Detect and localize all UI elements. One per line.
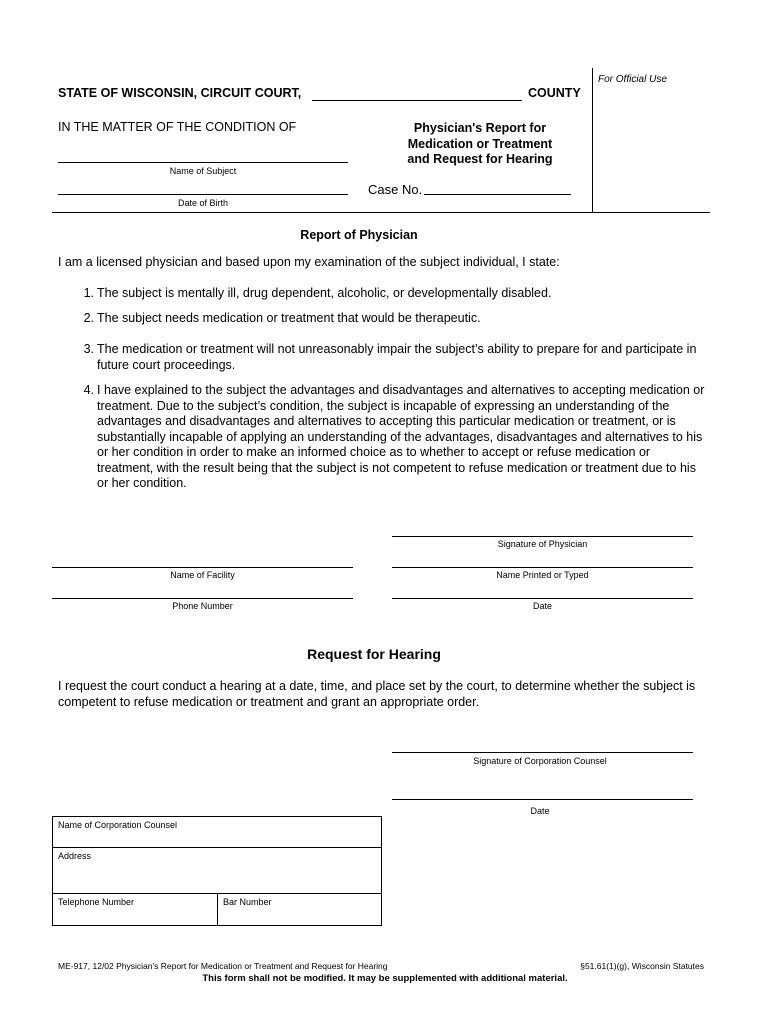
name-printed-field[interactable] <box>392 567 693 568</box>
county-label: COUNTY <box>528 86 581 100</box>
report-item-line: I have explained to the subject the advantages and disadvantages and alternatives to accepting medication or <box>97 383 705 397</box>
hearing-heading: Request for Hearing <box>307 646 441 662</box>
header-bottom-rule <box>52 212 710 213</box>
report-item-line: substantially incapable of applying an understanding of the advantages, disadvantages and alternatives to his <box>97 429 703 444</box>
hearing-text-line: I request the court conduct a hearing at a date, time, and place set by the court, to determine whether the subject is <box>58 679 696 693</box>
name-printed-caption: Name Printed or Typed <box>496 570 589 580</box>
report-item-text <box>97 383 704 492</box>
form-title-line-3: and Request for Hearing <box>407 152 553 166</box>
report-item-line: advantages and disadvantages and alternatives to accepting this particular medication or treatment, or is <box>97 414 676 428</box>
statute-reference: §51.61(1)(g), Wisconsin Statutes <box>580 961 704 971</box>
form-title <box>380 121 580 168</box>
report-item-line: treatment, with the result being that the subject is not competent to refuse medication or treatment due to his <box>97 460 696 475</box>
bar-number-label: Bar Number <box>223 897 272 907</box>
report-intro: I am a licensed physician and based upon my examination of the subject individual, I state: <box>58 255 560 269</box>
counsel-signature-field[interactable] <box>392 752 693 753</box>
hearing-text <box>58 679 695 710</box>
report-item-number: 1. <box>83 286 94 300</box>
date-of-birth-field[interactable] <box>58 194 348 195</box>
county-name-field[interactable] <box>312 100 522 101</box>
report-item-number: 2. <box>83 311 94 325</box>
case-no-label: Case No. <box>368 182 423 197</box>
counsel-name-cell[interactable] <box>52 816 382 848</box>
address-cell[interactable] <box>52 847 382 894</box>
report-item-line: or her condition. <box>97 476 187 490</box>
report-item-line: future court proceedings. <box>97 357 236 372</box>
counsel-name-label: Name of Corporation Counsel <box>58 820 178 830</box>
official-use-label: For Official Use <box>598 74 667 85</box>
matter-label: IN THE MATTER OF THE CONDITION OF <box>58 120 297 134</box>
counsel-date-caption: Date <box>530 806 550 816</box>
date-of-birth-caption: Date of Birth <box>177 198 229 208</box>
hearing-text-line: competent to refuse medication or treatment and grant an appropriate order. <box>58 694 480 709</box>
phone-number-field[interactable] <box>52 598 353 599</box>
physician-signature-caption: Signature of Physician <box>497 539 588 549</box>
telephone-cell[interactable] <box>52 893 218 926</box>
report-item-number: 3. <box>83 342 94 356</box>
form-title-line-1: Physician's Report for <box>413 121 547 135</box>
official-use-divider <box>592 68 593 212</box>
facility-name-caption: Name of Facility <box>170 570 235 580</box>
report-item-text: The subject needs medication or treatment that would be therapeutic. <box>97 311 481 325</box>
physician-signature-field[interactable] <box>392 536 693 537</box>
subject-name-field[interactable] <box>58 162 348 163</box>
counsel-signature-caption: Signature of Corporation Counsel <box>473 756 607 766</box>
subject-name-caption: Name of Subject <box>169 166 237 176</box>
bar-number-cell[interactable] <box>217 893 382 926</box>
form-title-line-2: Medication or Treatment <box>407 136 553 151</box>
modification-notice: This form shall not be modified. It may be supplemented with additional material. <box>202 973 568 984</box>
report-item-number: 4. <box>83 383 94 397</box>
counsel-date-field[interactable] <box>392 799 693 800</box>
phone-number-caption: Phone Number <box>172 601 233 611</box>
report-item-text: The subject is mentally ill, drug dependent, alcoholic, or developmentally disabled. <box>97 286 552 300</box>
form-id: ME-917, 12/02 Physician's Report for Medication or Treatment and Request for Hearing <box>58 961 388 971</box>
report-heading: Report of Physician <box>300 228 418 242</box>
address-label: Address <box>58 851 92 861</box>
facility-name-field[interactable] <box>52 567 353 568</box>
report-item-line: or her condition in order to make an informed choice as to whether to accept or refuse medication or <box>97 445 651 459</box>
court-label: STATE OF WISCONSIN, CIRCUIT COURT, <box>58 86 302 100</box>
physician-date-caption: Date <box>532 601 552 611</box>
report-item-line: The medication or treatment will not unreasonably impair the subject’s ability to prepare for and participate in <box>97 342 697 356</box>
report-item-text <box>97 342 696 373</box>
report-item-line: treatment. Due to the subject’s condition, the subject is incapable of expressing an understanding of the <box>97 398 670 413</box>
telephone-label: Telephone Number <box>58 897 135 907</box>
case-no-field[interactable] <box>424 194 571 195</box>
physician-date-field[interactable] <box>392 598 693 599</box>
